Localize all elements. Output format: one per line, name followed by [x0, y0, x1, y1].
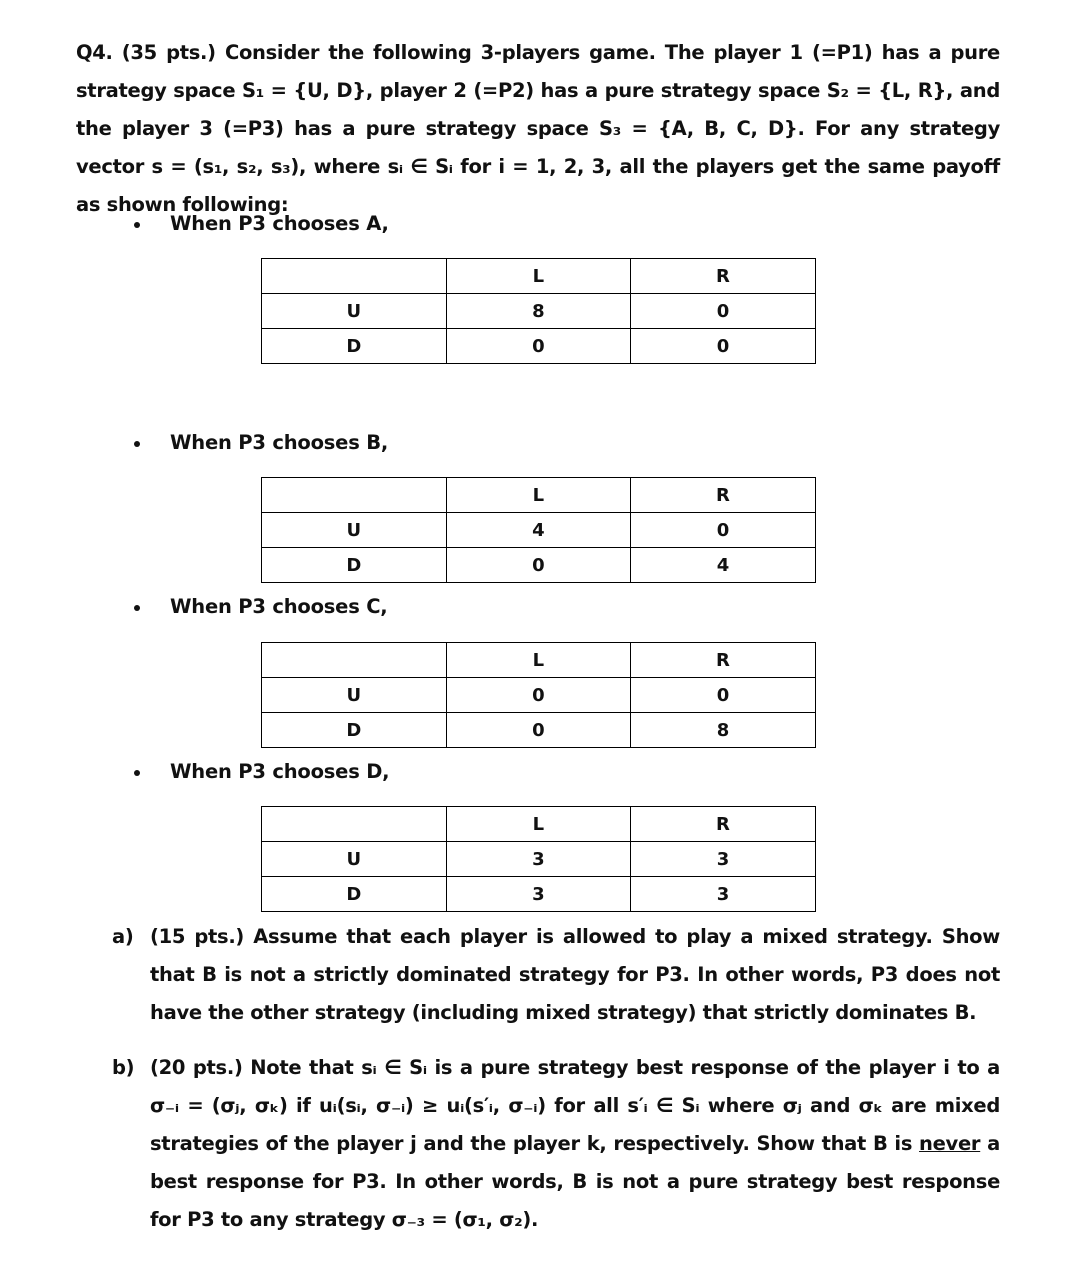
column-header: R	[631, 478, 816, 513]
row-header: U	[262, 678, 447, 713]
table-row	[262, 713, 816, 748]
payoff-cell: 8	[631, 713, 816, 748]
table-header-row	[262, 807, 816, 842]
payoff-cell: 0	[446, 329, 631, 364]
payoff-cell: 0	[631, 294, 816, 329]
payoff-cell: 8	[446, 294, 631, 329]
question-label: Q4. (35 pts.)	[76, 41, 216, 64]
row-header: U	[262, 294, 447, 329]
table-row	[262, 842, 816, 877]
payoff-table-d	[261, 806, 816, 912]
payoff-table-c	[261, 642, 816, 748]
bullet-dot-icon	[134, 605, 140, 611]
column-header: R	[631, 259, 816, 294]
table-header-row	[262, 478, 816, 513]
row-header: D	[262, 713, 447, 748]
part-b-text-1: (20 pts.) Note that sᵢ ∈ Sᵢ is a pure strategy best response of the player i to a σ₋ᵢ = (σⱼ, σₖ) if uᵢ(sᵢ, σ₋ᵢ) ≥ uᵢ(s′ᵢ, σ₋ᵢ) for all s′ᵢ ∈ Sᵢ where σⱼ and σₖ are mixed strategies of the player j and the player k, respectively. Show that B is	[150, 1056, 1000, 1155]
column-header: R	[631, 807, 816, 842]
bullet-dot-icon	[134, 770, 140, 776]
payoff-cell: 4	[446, 513, 631, 548]
row-header: U	[262, 513, 447, 548]
case-a-caption: When P3 chooses A,	[170, 212, 389, 235]
payoff-cell: 3	[631, 877, 816, 912]
part-a	[112, 918, 1000, 1032]
table-row	[262, 548, 816, 583]
part-b-text-2: a best response for P3. In other words, B is not a pure strategy best response for P3 to any strategy σ₋₃ = (σ₁, σ₂).	[150, 1132, 1000, 1231]
corner-cell	[262, 259, 447, 294]
column-header: L	[446, 478, 631, 513]
part-a-text: (15 pts.) Assume that each player is allowed to play a mixed strategy. Show that B is not a strictly dominated strategy for P3. In other words, P3 does not have the other strategy (including mixed strategy) that strictly dominates B.	[150, 925, 1000, 1024]
table-header-row	[262, 259, 816, 294]
case-c-caption: When P3 chooses C,	[170, 595, 388, 618]
table-row	[262, 513, 816, 548]
payoff-cell: 0	[631, 513, 816, 548]
row-header: D	[262, 329, 447, 364]
part-b-emphasis: never	[919, 1132, 981, 1155]
bullet-dot-icon	[134, 222, 140, 228]
payoff-cell: 0	[631, 329, 816, 364]
payoff-cell: 0	[631, 678, 816, 713]
bullet-dot-icon	[134, 441, 140, 447]
table-row	[262, 678, 816, 713]
question-intro	[76, 34, 1000, 224]
column-header: R	[631, 643, 816, 678]
payoff-cell: 0	[446, 548, 631, 583]
payoff-cell: 3	[631, 842, 816, 877]
table-row	[262, 877, 816, 912]
payoff-cell: 0	[446, 713, 631, 748]
row-header: D	[262, 548, 447, 583]
part-a-label: a)	[112, 925, 134, 948]
column-header: L	[446, 259, 631, 294]
question-text: Consider the following 3-players game. The player 1 (=P1) has a pure strategy space S₁ = {U, D}, player 2 (=P2) has a pure strategy space S₂ = {L, R}, and the player 3 (=P3) has a pure strategy space S₃ = {A, B, C, D}. For any strategy vector s = (s₁, s₂, s₃), where sᵢ ∈ Sᵢ for i = 1, 2, 3, all the players get the same payoff as shown following:	[76, 41, 1000, 216]
corner-cell	[262, 807, 447, 842]
part-b-label: b)	[112, 1056, 135, 1079]
row-header: D	[262, 877, 447, 912]
part-b-body	[150, 1049, 1000, 1239]
table-header-row	[262, 643, 816, 678]
payoff-cell: 4	[631, 548, 816, 583]
row-header: U	[262, 842, 447, 877]
column-header: L	[446, 643, 631, 678]
payoff-cell: 0	[446, 678, 631, 713]
case-d-caption: When P3 chooses D,	[170, 760, 390, 783]
payoff-cell: 3	[446, 877, 631, 912]
case-b-caption: When P3 chooses B,	[170, 431, 389, 454]
table-row	[262, 294, 816, 329]
payoff-cell: 3	[446, 842, 631, 877]
column-header: L	[446, 807, 631, 842]
table-row	[262, 329, 816, 364]
part-b	[112, 1049, 1000, 1239]
corner-cell	[262, 478, 447, 513]
corner-cell	[262, 643, 447, 678]
payoff-table-b	[261, 477, 816, 583]
payoff-table-a	[261, 258, 816, 364]
